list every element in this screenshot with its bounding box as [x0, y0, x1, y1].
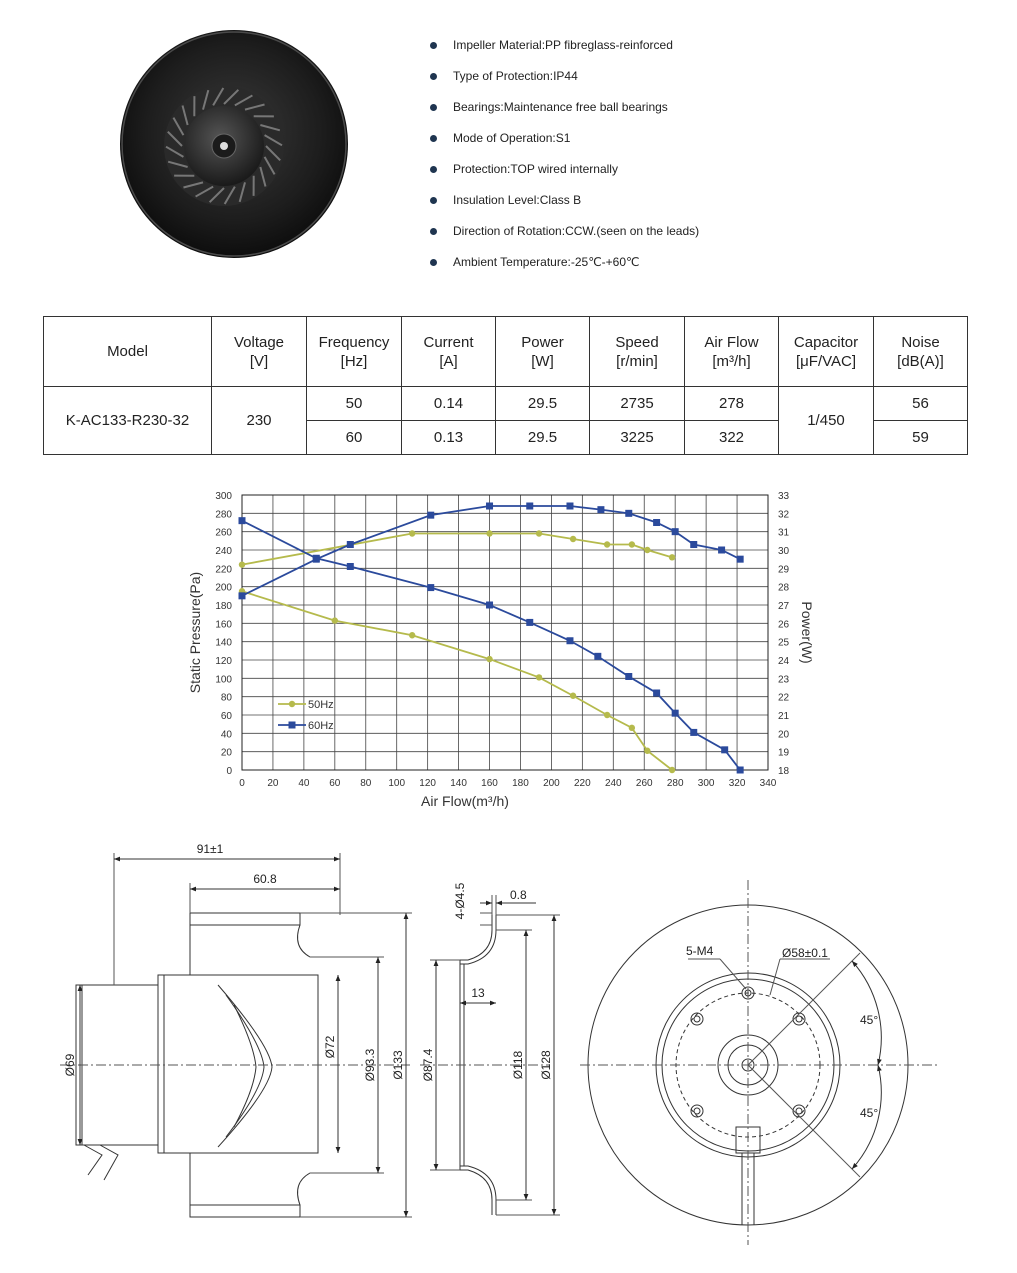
- y2-tick-label: 31: [778, 527, 790, 539]
- data-point: [644, 547, 650, 553]
- x-axis-label: Air Flow(m³/h): [421, 793, 509, 809]
- spec-value: TOP wired internally: [510, 162, 618, 176]
- y2-tick-label: 25: [778, 637, 790, 649]
- cell-model: K-AC133-R230-32: [44, 387, 212, 455]
- y2-tick-label: 24: [778, 656, 790, 667]
- x-tick-label: 60: [329, 778, 341, 789]
- data-point: [644, 748, 650, 754]
- dim-offset: 13: [471, 986, 485, 1000]
- y-tick-label: 300: [215, 491, 232, 502]
- data-point: [653, 690, 660, 697]
- cell-frequency: 50: [307, 387, 402, 421]
- spec-item: [430, 35, 699, 66]
- y-tick-label: 200: [215, 582, 232, 594]
- data-point: [669, 767, 675, 773]
- data-point: [625, 673, 632, 680]
- spec-label: Ambient Temperature:: [453, 255, 571, 269]
- cell-frequency: 60: [307, 421, 402, 455]
- y-tick-label: 240: [215, 546, 232, 557]
- legend-marker: [289, 722, 296, 729]
- data-point: [672, 528, 679, 535]
- x-tick-label: 240: [604, 778, 622, 789]
- cell-airflow: 278: [685, 387, 779, 421]
- data-point: [239, 592, 246, 599]
- header-capacitor: Capacitor [μF/VAC]: [779, 317, 874, 387]
- y-tick-label: 80: [220, 692, 232, 704]
- y-tick-label: 0: [226, 766, 232, 777]
- y2-tick-label: 32: [778, 509, 790, 521]
- y-tick-label: 260: [215, 527, 232, 539]
- y2-tick-label: 18: [778, 766, 790, 777]
- y2-tick-label: 27: [778, 601, 790, 612]
- data-point: [427, 584, 434, 591]
- y2-tick-label: 23: [778, 674, 790, 686]
- y2-tick-label: 20: [778, 729, 790, 741]
- spec-value: IP44: [553, 69, 578, 83]
- data-point: [690, 541, 697, 548]
- x-tick-label: 200: [543, 778, 560, 789]
- dim-d2: Ø118: [511, 1050, 525, 1080]
- dim-angle-top: 45°: [860, 1013, 879, 1027]
- data-point: [409, 530, 415, 536]
- cell-power: 29.5: [496, 421, 590, 455]
- dim-screws: 5-M4: [686, 944, 714, 958]
- cell-speed: 3225: [590, 421, 685, 455]
- table-row: [44, 387, 968, 421]
- y-tick-label: 20: [220, 747, 232, 759]
- header-model: Model: [44, 317, 212, 387]
- cell-airflow: 322: [685, 421, 779, 455]
- data-point: [486, 530, 492, 536]
- spec-item: [430, 159, 699, 190]
- data-point: [526, 619, 533, 626]
- x-tick-label: 340: [759, 778, 777, 789]
- y2-tick-label: 28: [778, 582, 790, 594]
- fan-photo: [118, 28, 350, 260]
- spec-label: Type of Protection:: [453, 69, 554, 83]
- dim-d3: Ø128: [539, 1050, 553, 1080]
- y-tick-label: 60: [220, 711, 232, 722]
- dim-d1: Ø87.4: [421, 1048, 435, 1082]
- technical-drawings: [40, 835, 1000, 1255]
- side-view-drawing: [60, 853, 412, 1217]
- dim-motor-diameter: Ø69: [63, 1053, 77, 1077]
- x-tick-label: 320: [728, 778, 746, 789]
- data-point: [721, 746, 728, 753]
- spec-item: [430, 66, 699, 97]
- data-point: [737, 556, 744, 563]
- dim-angle-bottom: 45°: [860, 1106, 879, 1120]
- header-frequency: Frequency [Hz]: [307, 317, 402, 387]
- y-tick-label: 160: [215, 619, 232, 631]
- data-point: [332, 617, 338, 623]
- data-point: [625, 510, 632, 517]
- dim-pcd: Ø58±0.1: [782, 946, 828, 960]
- data-point: [653, 519, 660, 526]
- cell-noise: 56: [874, 387, 968, 421]
- legend-label: 50Hz: [308, 699, 334, 711]
- spec-value: CCW.(seen on the leads): [565, 224, 700, 238]
- cell-speed: 2735: [590, 387, 685, 421]
- cell-voltage: 230: [212, 387, 307, 455]
- dim-impeller-length: 60.8: [253, 872, 277, 886]
- x-tick-label: 20: [267, 778, 279, 789]
- y2-tick-label: 21: [778, 711, 790, 722]
- x-tick-label: 100: [388, 778, 406, 789]
- header-noise: Noise [dB(A)]: [874, 317, 968, 387]
- data-point: [629, 541, 635, 547]
- data-point: [526, 503, 533, 510]
- spec-item: [430, 221, 699, 252]
- y2-tick-label: 30: [778, 546, 790, 557]
- y-tick-label: 220: [215, 564, 232, 576]
- x-tick-label: 180: [512, 778, 529, 789]
- dim-overall-length: 91±1: [196, 842, 224, 856]
- data-point: [486, 602, 493, 609]
- data-point: [347, 541, 354, 548]
- data-point: [239, 561, 245, 567]
- series-line-50Hz-pressure: [242, 591, 672, 770]
- legend-label: 60Hz: [308, 720, 334, 732]
- data-point: [570, 693, 576, 699]
- spec-value: Maintenance free ball bearings: [503, 100, 668, 114]
- data-point: [486, 503, 493, 510]
- y2-tick-label: 33: [778, 491, 790, 502]
- y2-axis-label: Power(W): [799, 601, 815, 664]
- data-point: [672, 710, 679, 717]
- spec-item: [430, 128, 699, 159]
- data-point: [629, 725, 635, 731]
- spec-value: Class B: [539, 193, 582, 207]
- data-point: [690, 729, 697, 736]
- x-tick-label: 40: [298, 778, 310, 789]
- x-tick-label: 160: [481, 778, 498, 789]
- spec-item: [430, 97, 699, 128]
- y-tick-label: 280: [215, 509, 232, 521]
- data-point: [536, 674, 542, 680]
- data-point: [594, 653, 601, 660]
- y-tick-label: 40: [220, 729, 232, 741]
- cell-noise: 59: [874, 421, 968, 455]
- data-point: [604, 541, 610, 547]
- dim-hub-diameter: Ø72: [323, 1035, 337, 1059]
- data-point: [409, 632, 415, 638]
- header-current: Current [A]: [402, 317, 496, 387]
- dim-mount-holes: 4-Ø4.5: [453, 882, 467, 920]
- dim-inlet-diameter: Ø93.3: [363, 1048, 377, 1082]
- spec-label: Insulation Level:: [453, 193, 540, 207]
- header-speed: Speed [r/min]: [590, 317, 685, 387]
- x-tick-label: 140: [450, 778, 467, 789]
- y2-tick-label: 19: [778, 747, 790, 759]
- legend-marker: [289, 701, 295, 707]
- dim-outer-diameter: Ø133: [391, 1050, 405, 1080]
- spec-item: [430, 190, 699, 221]
- spec-table: [43, 316, 968, 455]
- spec-value: PP fibreglass-reinforced: [545, 38, 673, 52]
- x-tick-label: 80: [360, 778, 372, 789]
- data-point: [597, 506, 604, 513]
- x-tick-label: 120: [419, 778, 436, 789]
- data-point: [536, 530, 542, 536]
- header-power: Power [W]: [496, 317, 590, 387]
- data-point: [239, 517, 246, 524]
- spec-value: S1: [555, 131, 571, 145]
- data-point: [486, 656, 492, 662]
- x-tick-label: 220: [574, 778, 591, 789]
- spec-label: Mode of Operation:: [453, 131, 556, 145]
- y2-tick-label: 22: [778, 692, 790, 704]
- y-tick-label: 120: [215, 656, 232, 667]
- spec-label: Impeller Material:: [453, 38, 546, 52]
- cell-capacitor: 1/450: [779, 387, 874, 455]
- spec-label: Direction of Rotation:: [453, 224, 566, 238]
- data-point: [604, 712, 610, 718]
- dim-thickness: 0.8: [510, 888, 527, 902]
- y-tick-label: 180: [215, 601, 232, 612]
- data-point: [718, 547, 725, 554]
- table-header-row: [44, 317, 968, 387]
- x-tick-label: 280: [666, 778, 684, 789]
- header-voltage: Voltage [V]: [212, 317, 307, 387]
- x-tick-label: 0: [239, 778, 245, 789]
- spec-label: Protection:: [453, 162, 511, 176]
- y2-tick-label: 29: [778, 564, 790, 576]
- data-point: [313, 556, 320, 563]
- y2-tick-label: 26: [778, 619, 790, 631]
- data-point: [347, 563, 354, 570]
- header-airflow: Air Flow [m³/h]: [685, 317, 779, 387]
- performance-chart: [180, 480, 820, 815]
- front-view-drawing: [580, 880, 940, 1245]
- spec-value: -25℃-+60℃: [570, 255, 640, 269]
- y-tick-label: 100: [215, 674, 232, 686]
- spec-label: Bearings:: [453, 100, 504, 114]
- spec-list: [430, 35, 699, 283]
- cell-power: 29.5: [496, 387, 590, 421]
- y-tick-label: 140: [215, 637, 232, 649]
- data-point: [737, 767, 744, 774]
- spec-item: [430, 252, 699, 283]
- series-line-50Hz-power: [242, 534, 672, 565]
- data-point: [427, 512, 434, 519]
- data-point: [570, 536, 576, 542]
- y-axis-label: Static Pressure(Pa): [187, 571, 203, 694]
- cell-current: 0.14: [402, 387, 496, 421]
- x-tick-label: 260: [635, 778, 653, 789]
- cell-current: 0.13: [402, 421, 496, 455]
- data-point: [566, 503, 573, 510]
- data-point: [566, 637, 573, 644]
- x-tick-label: 300: [697, 778, 715, 789]
- data-point: [669, 554, 675, 560]
